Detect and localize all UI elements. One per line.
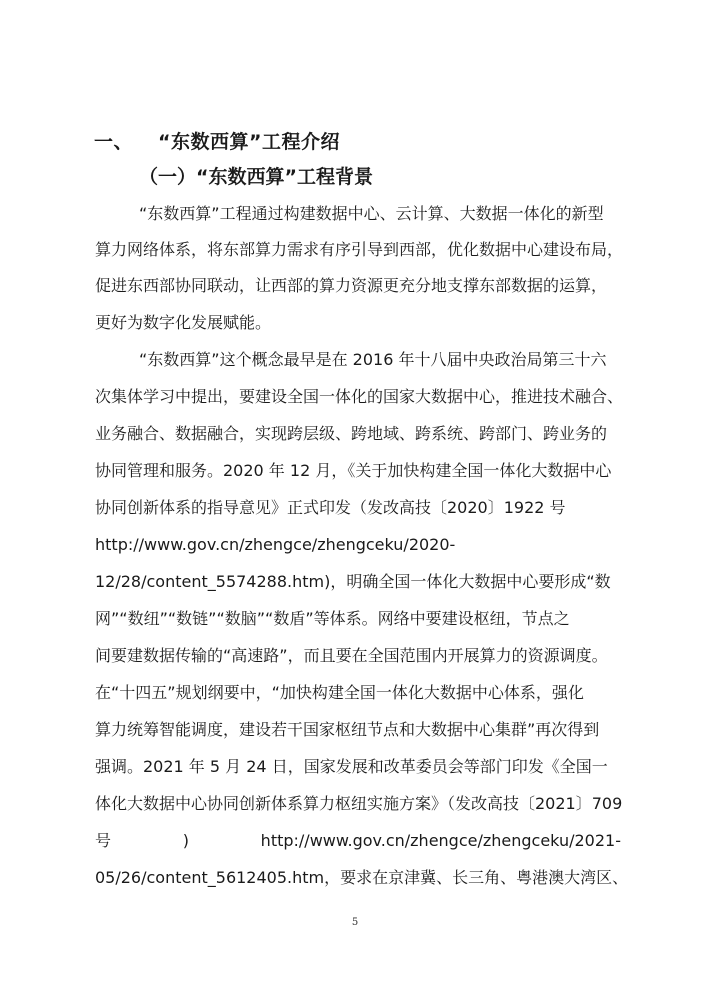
paragraph2-line-8: 网”“数纽”“数链”“数脑”“数盾”等体系。网络中要建设枢纽，节点之	[95, 609, 570, 628]
section-title: “东数西算”工程介绍	[158, 131, 340, 153]
paragraph2-line-1: “东数西算”这个概念最早是在 2016 年十八届中央政治局第三十六	[139, 350, 607, 369]
paragraph2-line-3: 业务融合、数据融合，实现跨层级、跨地域、跨系统、跨部门、跨业务的	[95, 424, 608, 443]
paragraph2-line-2: 次集体学习中提出，要建设全国一体化的国家大数据中心，推进技术融合、	[95, 387, 624, 406]
paragraph2-line-5: 协同创新体系的指导意见》正式印发（发改高技〔2020〕1922 号	[95, 498, 566, 517]
paragraph1-line-3: 促进东西部协同联动，让西部的算力资源更充分地支撑东部数据的运算，	[95, 276, 608, 295]
paragraph2-line-12: 强调。2021 年 5 月 24 日，国家发展和改革委员会等部门印发《全国一	[95, 757, 608, 776]
paragraph2-line-10: 在“十四五”规划纲要中，“加快构建全国一体化大数据中心体系，强化	[95, 683, 584, 702]
paragraph2-split-line	[95, 831, 621, 851]
split-line-url: http://www.gov.cn/zhengce/zhengceku/2021-	[260, 831, 621, 850]
paragraph2-last-line: 05/26/content_5612405.htm，要求在京津冀、长三角、粤港澳大湾区、	[95, 868, 629, 887]
section-number: 一、	[94, 131, 134, 153]
page-number: 5	[351, 917, 359, 928]
split-line-left: 号	[95, 831, 112, 850]
paragraph2-line-9: 间要建数据传输的“高速路”，而且要在全国范围内开展算力的资源调度。	[95, 646, 608, 665]
paragraph1-line-2: 算力网络体系，将东部算力需求有序引导到西部，优化数据中心建设布局，	[95, 240, 624, 259]
paragraph2-line-11: 算力统筹智能调度，建设若干国家枢纽节点和大数据中心集群”再次得到	[95, 720, 600, 739]
paragraph1-line-4: 更好为数字化发展赋能。	[95, 313, 272, 332]
paragraph2-line-7: 12/28/content_5574288.htm)，明确全国一体化大数据中心要形成“数	[95, 572, 611, 591]
paragraph1-line-1: “东数西算”工程通过构建数据中心、云计算、大数据一体化的新型	[139, 204, 604, 223]
section-heading	[94, 127, 340, 154]
split-line-middle: )	[182, 831, 189, 850]
paragraph2-url-line: http://www.gov.cn/zhengce/zhengceku/2020-	[95, 535, 456, 554]
paragraph2-line-4: 协同管理和服务。2020 年 12 月，《关于加快构建全国一体化大数据中心	[95, 461, 612, 480]
paragraph2-line-13: 体化大数据中心协同创新体系算力枢纽实施方案》（发改高技〔2021〕709	[95, 794, 623, 813]
subsection-heading: （一）“东数西算”工程背景	[139, 166, 373, 188]
